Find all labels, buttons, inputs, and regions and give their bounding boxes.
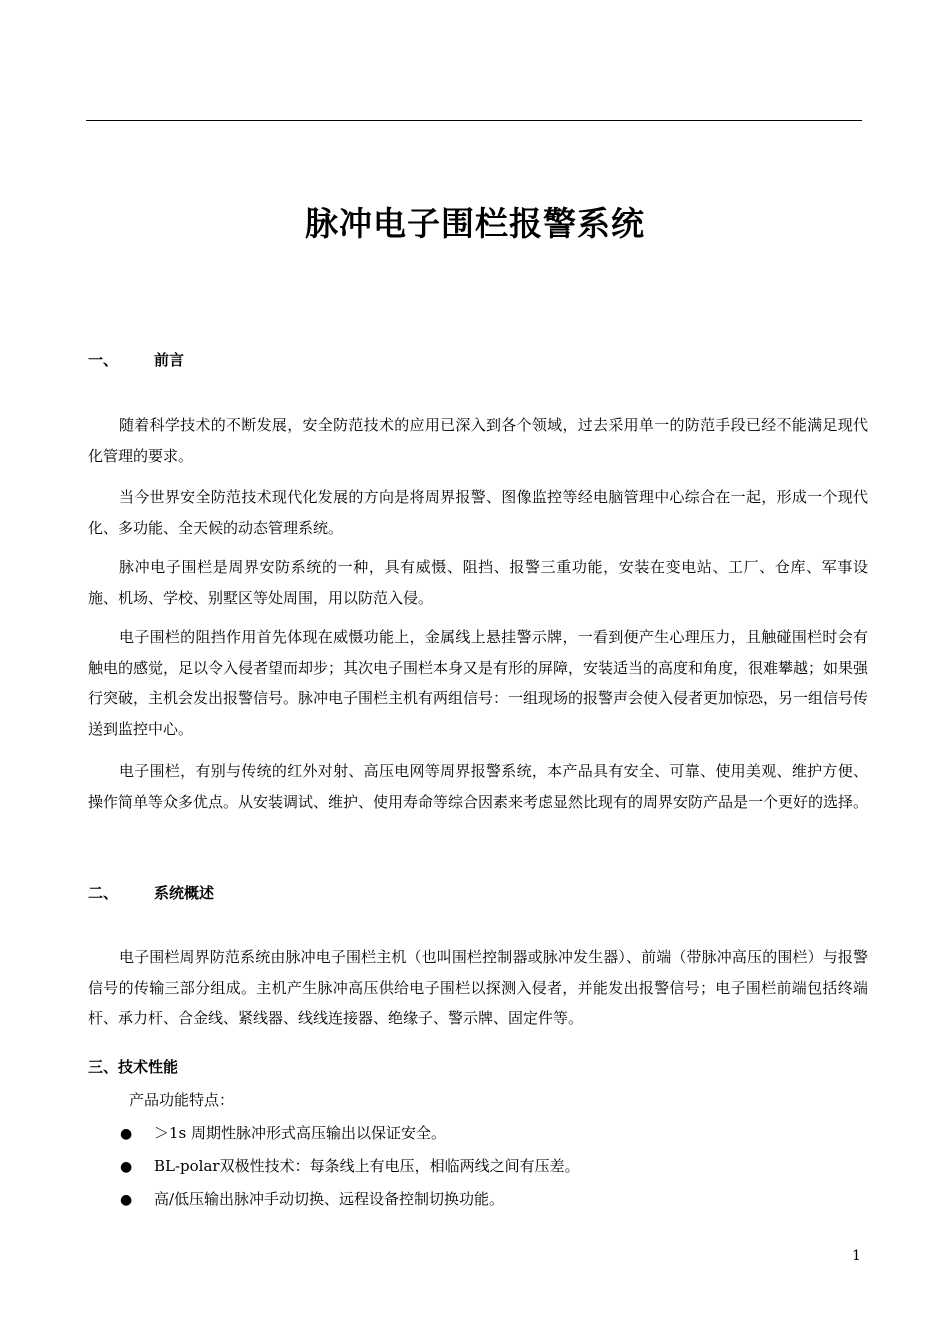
section-heading-preface	[88, 349, 184, 370]
paragraph: 电子围栏的阻挡作用首先体现在威慑功能上，金属线上悬挂警示牌，一看到便产生心理压力，且触碰围栏时会有触电的感觉，足以令入侵者望而却步；其次电子围栏本身又是有形的屏障，安装适当的高度和角度，很难攀越；如果强行突破，主机会发出报警信号。脉冲电子围栏主机有两组信号：一组现场的报警声会使入侵者更加惊恐，另一组信号传送到监控中心。	[88, 628, 869, 738]
section-title: 系统概述	[154, 884, 215, 902]
header-rule	[86, 120, 862, 121]
paragraph: 电子围栏周界防范系统由脉冲电子围栏主机（也叫围栏控制器或脉冲发生器）、前端（带脉冲高压的围栏）与报警信号的传输三部分组成。主机产生脉冲高压供给电子围栏以探测入侵者，并能发出报警信号；电子围栏前端包括终端杆、承力杆、合金线、紧线器、线线连接器、绝缘子、警示牌、固定件等。	[88, 948, 868, 1027]
paragraph: 当今世界安全防范技术现代化发展的方向是将周界报警、图像监控等经电脑管理中心综合在一起，形成一个现代化、多功能、全天候的动态管理系统。	[88, 488, 868, 537]
list-item-text: ＞1s 周期性脉冲形式高压输出以保证安全。	[154, 1124, 447, 1142]
list-item-text: BL-polar双极性技术：每条线上有电压，相临两线之间有压差。	[154, 1157, 580, 1175]
list-item	[120, 1155, 580, 1176]
paragraph: 电子围栏，有别与传统的红外对射、高压电网等周界报警系统，本产品具有安全、可靠、使用美观、维护方便、操作简单等众多优点。从安装调试、维护、使用寿命等综合因素来考虑显然比现有的周界安防产品是一个更好的选择。	[88, 762, 869, 811]
section-number: 一、	[88, 351, 119, 369]
bullet-icon: ●	[120, 1192, 133, 1208]
section-heading-performance: 三、技术性能	[88, 1058, 179, 1076]
paragraph: 脉冲电子围栏是周界安防系统的一种，具有威慑、阻挡、报警三重功能，安装在变电站、工厂、仓库、军事设施、机场、学校、别墅区等处周围，用以防范入侵。	[88, 558, 868, 607]
list-item	[120, 1188, 504, 1209]
document-title: 脉冲电子围栏报警系统	[305, 204, 645, 243]
page-number: 1	[852, 1248, 861, 1264]
paragraph: 随着科学技术的不断发展，安全防范技术的应用已深入到各个领域，过去采用单一的防范手段已经不能满足现代化管理的要求。	[88, 416, 868, 465]
section-title: 前言	[154, 351, 185, 369]
bullet-icon: ●	[120, 1159, 133, 1175]
feature-intro: 产品功能特点：	[129, 1091, 235, 1109]
section-heading-overview	[88, 882, 214, 903]
list-item	[120, 1122, 446, 1143]
list-item-text: 高/低压输出脉冲手动切换、远程设备控制切换功能。	[154, 1190, 505, 1208]
bullet-icon: ●	[120, 1126, 133, 1142]
section-number: 二、	[88, 884, 119, 902]
